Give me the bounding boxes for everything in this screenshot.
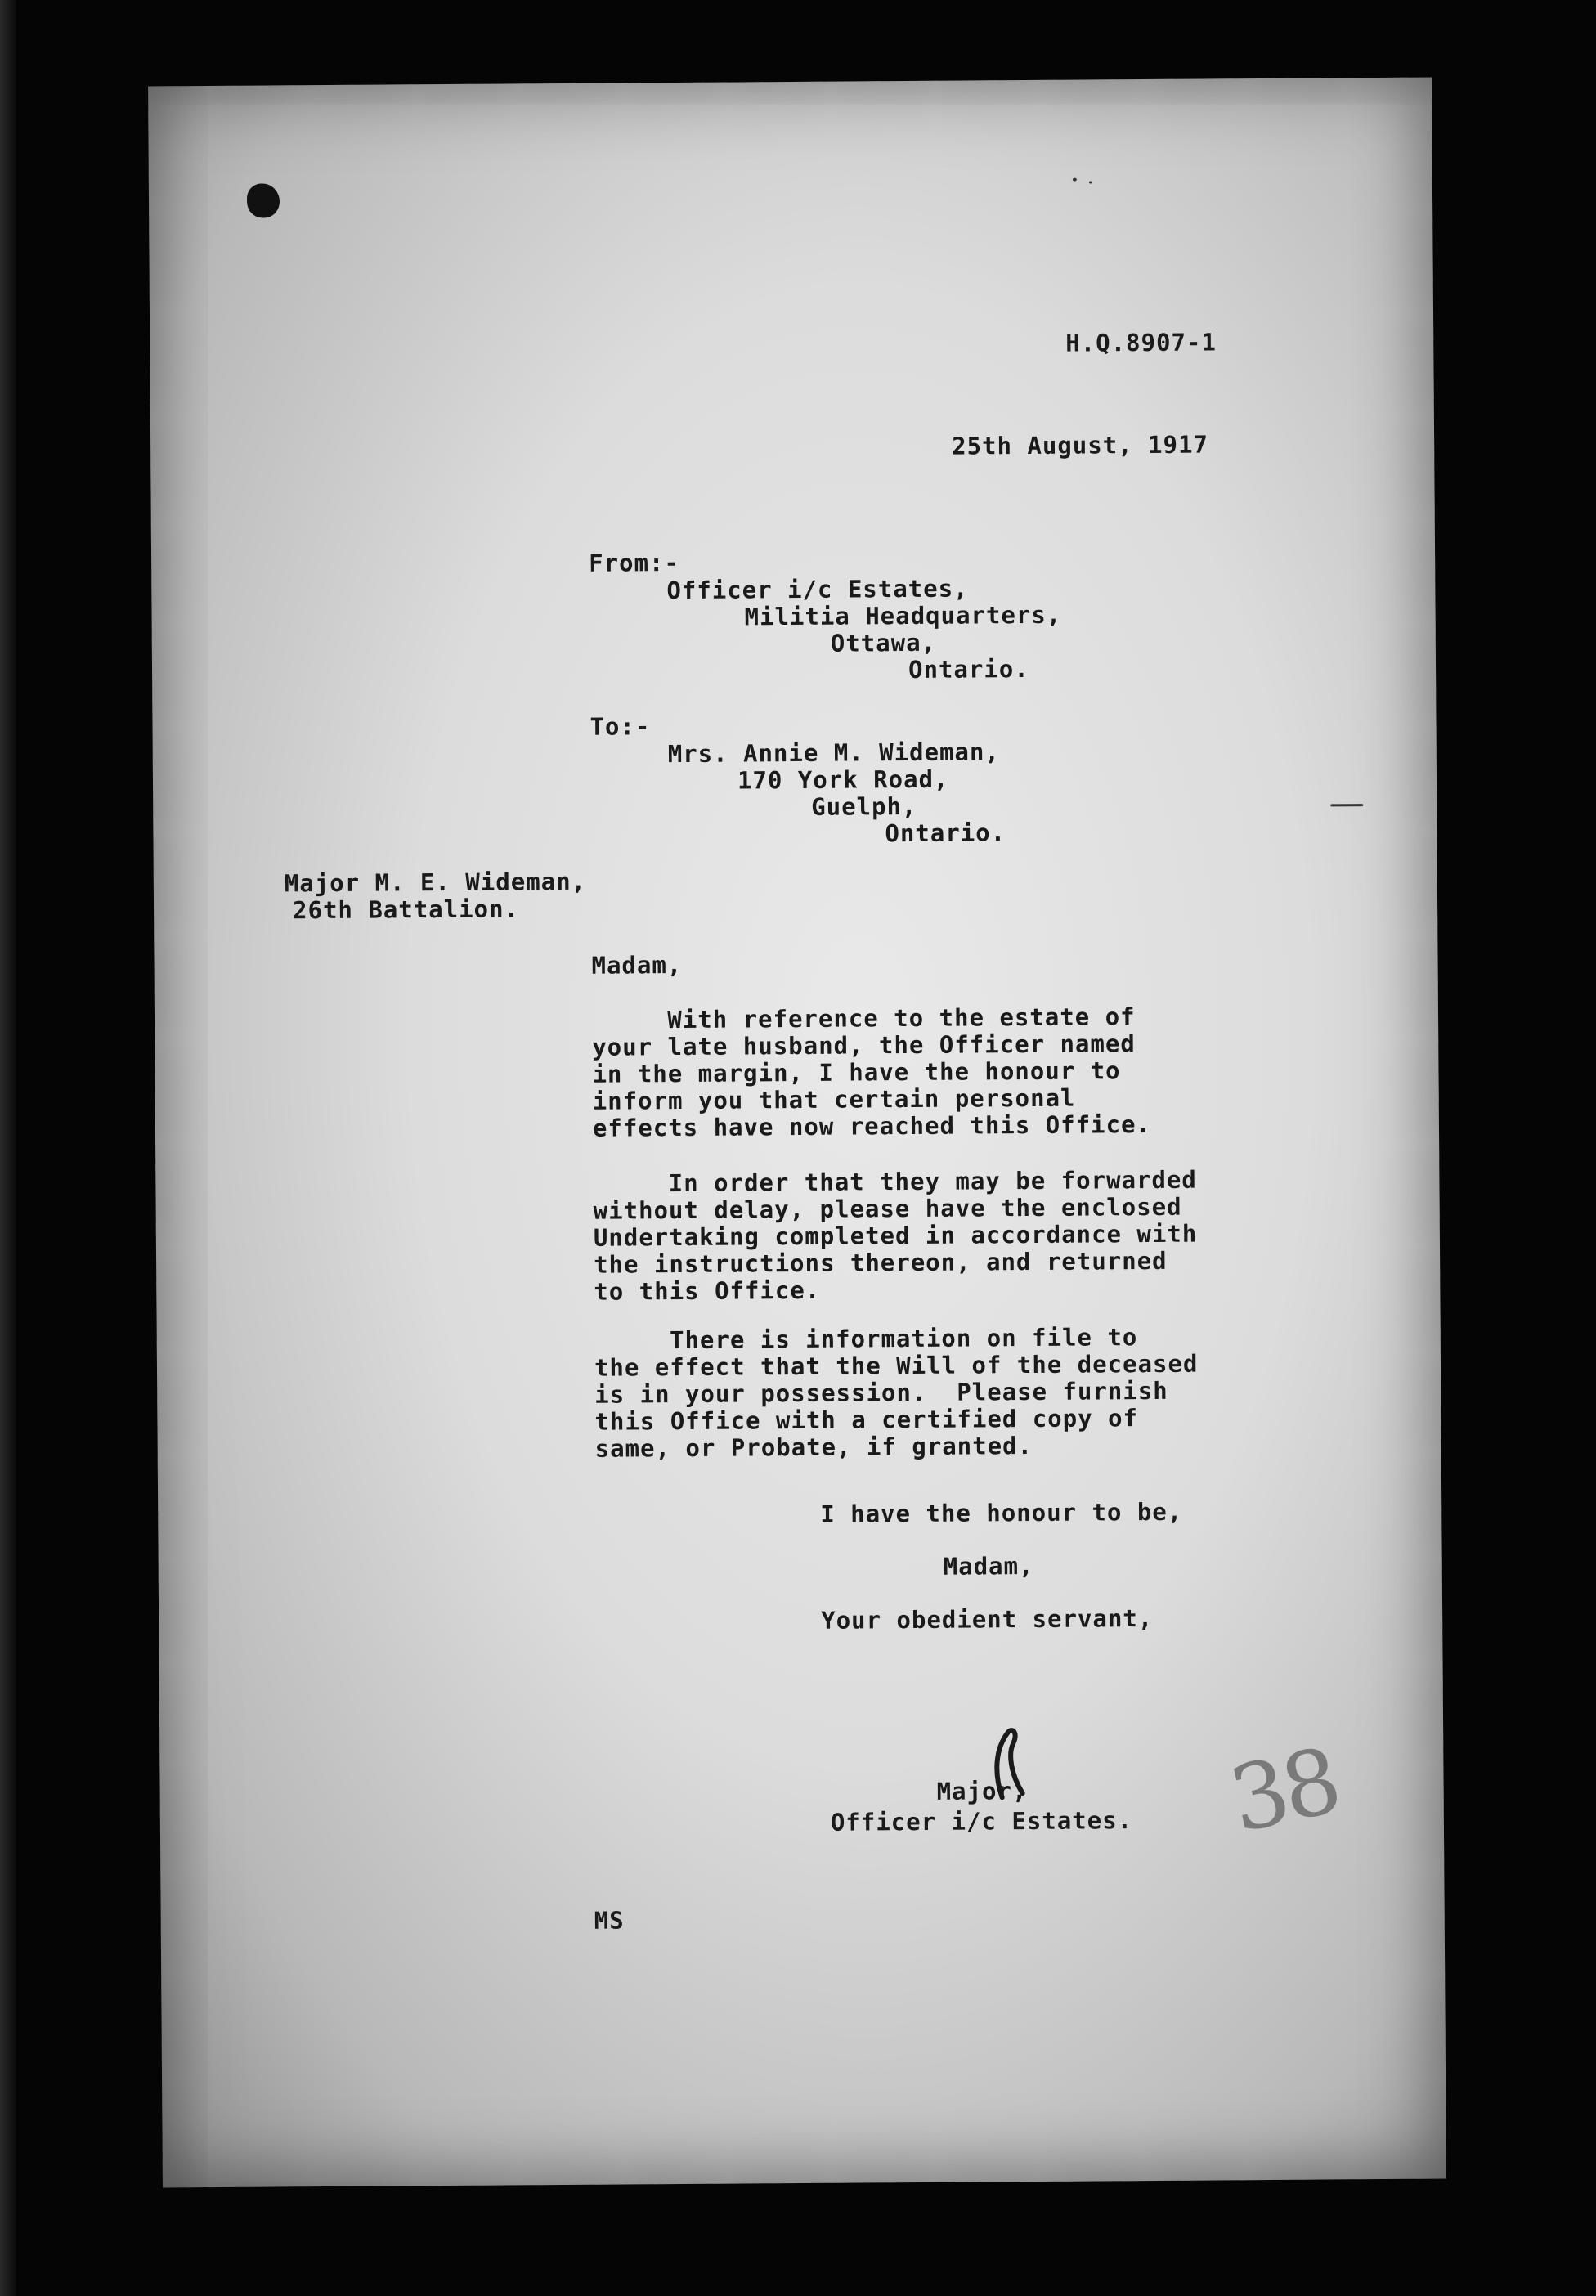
letter-page (148, 78, 1446, 2188)
paragraph-line: same, or Probate, if granted. (594, 1431, 1033, 1463)
to-line: Guelph, (811, 791, 917, 821)
to-label: To:- (590, 712, 651, 741)
from-line: Militia Headquarters, (744, 600, 1062, 631)
paragraph-line: the effect that the Will of the deceased (594, 1349, 1199, 1382)
closing-line: I have the honour to be, (820, 1497, 1183, 1528)
film-edge (0, 0, 16, 2296)
paragraph-line: In order that they may be forwarded (593, 1165, 1197, 1198)
paragraph-line: inform you that certain personal (592, 1083, 1076, 1115)
margin-line: Major M. E. Wideman, (284, 867, 587, 898)
margin-line: 26th Battalion. (292, 895, 520, 925)
from-label: From:- (589, 548, 680, 577)
paragraph-line: without delay, please have the enclosed (593, 1192, 1182, 1225)
paragraph-line: in the margin, I have the honour to (592, 1056, 1121, 1088)
paragraph-line: is in your possession. Please furnish (594, 1376, 1168, 1409)
paragraph-line: this Office with a certified copy of (594, 1404, 1139, 1436)
closing-line: Madam, (943, 1551, 1034, 1581)
dust-speck (1089, 181, 1092, 183)
paragraph-2 (593, 1167, 1198, 1306)
punch-hole (247, 183, 280, 217)
paragraph-line: your late husband, the Officer named (592, 1029, 1136, 1061)
salutation: Madam, (591, 950, 683, 980)
paragraph-line: to this Office. (594, 1276, 821, 1306)
letter-date: 25th August, 1917 (952, 430, 1209, 460)
from-line: Ontario. (908, 655, 1029, 684)
paragraph-line: Undertaking completed in accordance with (593, 1219, 1198, 1252)
typist-initials: MS (594, 1906, 625, 1935)
closing-line: Your obedient servant, (821, 1603, 1154, 1635)
paragraph-line: With reference to the estate of (591, 1002, 1136, 1034)
to-line: Ontario. (885, 818, 1006, 848)
paragraph-line: There is information on file to (594, 1323, 1138, 1355)
file-reference: H.Q.8907-1 (1065, 328, 1217, 357)
to-line: Mrs. Annie M. Wideman, (667, 738, 1000, 769)
paragraph-line: effects have now reached this Office. (592, 1110, 1152, 1142)
from-line: Ottawa, (830, 628, 937, 657)
dust-speck (1073, 178, 1077, 182)
to-address (153, 738, 1006, 852)
paragraph-3 (594, 1324, 1199, 1463)
from-address (151, 575, 1062, 689)
dust-speck (1330, 804, 1363, 806)
signature-rank: Major, (936, 1777, 1028, 1805)
margin-note (285, 868, 587, 925)
paragraph-line: the instructions thereon, and returned (594, 1246, 1168, 1279)
paragraph-1 (592, 1003, 1151, 1142)
signature-title: Officer i/c Estates. (830, 1806, 1133, 1836)
to-line: 170 York Road, (737, 765, 949, 795)
from-line: Officer i/c Estates, (666, 574, 969, 605)
folio-number: 38 (1221, 1728, 1346, 1854)
